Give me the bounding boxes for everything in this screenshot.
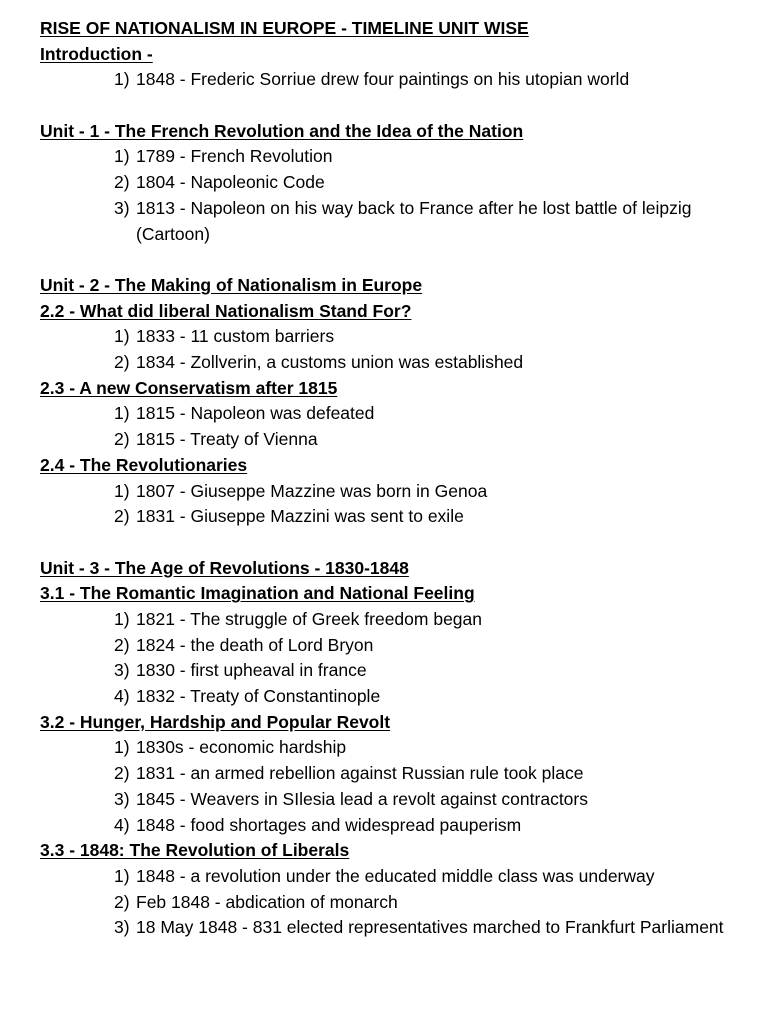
unit-1-heading: Unit - 1 - The French Revolution and the Idea of the Nation <box>40 120 524 141</box>
list-item <box>40 67 740 93</box>
list-item-text: 1821 - The struggle of Greek freedom began <box>136 608 483 629</box>
document-page <box>40 16 740 941</box>
list-item-number: 4) <box>114 814 130 835</box>
list-item-text: 1848 - food shortages and widespread pauperism <box>136 814 522 835</box>
list-item-text: 1807 - Giuseppe Mazzine was born in Genoa <box>136 480 488 501</box>
list-item <box>40 324 740 350</box>
list-item-text: 1815 - Treaty of Vienna <box>136 429 318 450</box>
list-item <box>40 813 740 839</box>
list-item <box>40 735 740 761</box>
spacer <box>40 530 740 556</box>
list-item-number: 1) <box>114 146 130 167</box>
list-item-text: 1831 - Giuseppe Mazzini was sent to exile <box>136 506 464 527</box>
list-item-text: 1833 - 11 custom barriers <box>136 326 335 347</box>
list-item-number: 3) <box>114 197 130 218</box>
section-3-2-heading: 3.2 - Hunger, Hardship and Popular Revolt <box>40 711 391 732</box>
document-title: RISE OF NATIONALISM IN EUROPE - TIMELINE UNIT WISE <box>40 18 529 38</box>
section-2-3-heading: 2.3 - A new Conservatism after 1815 <box>40 377 338 398</box>
list-item-number: 3) <box>114 917 130 938</box>
list-item-number: 1) <box>114 480 130 501</box>
unit-3-heading: Unit - 3 - The Age of Revolutions - 1830-1848 <box>40 557 409 578</box>
list-item <box>40 607 740 633</box>
list-item-number: 3) <box>114 660 130 681</box>
list-item-text: 1830 - first upheaval in france <box>136 660 367 681</box>
section-3-3-heading: 3.3 - 1848: The Revolution of Liberals <box>40 840 350 861</box>
list-item-text: 1834 - Zollverin, a customs union was established <box>136 352 524 373</box>
list-item-number: 1) <box>114 608 130 629</box>
list-item <box>40 890 740 916</box>
list-item-number: 1) <box>114 69 130 90</box>
list-item-text: 1813 - Napoleon on his way back to France after he lost battle of leipzig (Cartoon) <box>136 197 692 244</box>
list-item <box>40 144 740 170</box>
list-item <box>40 401 740 427</box>
list-item <box>40 427 740 453</box>
list-item-text: Feb 1848 - abdication of monarch <box>136 891 398 912</box>
list-item-number: 1) <box>114 403 130 424</box>
section-2-4-heading: 2.4 - The Revolutionaries <box>40 454 248 475</box>
list-item <box>40 170 740 196</box>
list-item-text: 1804 - Napoleonic Code <box>136 172 325 193</box>
list-item <box>40 761 740 787</box>
list-item <box>40 196 716 247</box>
list-item-number: 1) <box>114 737 130 758</box>
list-item <box>40 633 740 659</box>
spacer <box>40 93 740 119</box>
list-item-text: 1848 - a revolution under the educated middle class was underway <box>136 865 655 886</box>
list-item-text: 1830s - economic hardship <box>136 737 347 758</box>
list-item-number: 3) <box>114 788 130 809</box>
list-item-number: 2) <box>114 506 130 527</box>
section-3-1-heading: 3.1 - The Romantic Imagination and National Feeling <box>40 583 475 604</box>
list-item-text: 1815 - Napoleon was defeated <box>136 403 375 424</box>
list-item <box>40 504 740 530</box>
list-item-text: 1831 - an armed rebellion against Russian rule took place <box>136 763 584 784</box>
section-2-2-heading: 2.2 - What did liberal Nationalism Stand For? <box>40 300 412 321</box>
list-item-text: 18 May 1848 - 831 elected representatives marched to Frankfurt Parliament <box>136 917 724 938</box>
list-item <box>40 787 740 813</box>
unit-2-heading: Unit - 2 - The Making of Nationalism in Europe <box>40 274 423 295</box>
list-item-number: 2) <box>114 891 130 912</box>
list-item <box>40 479 740 505</box>
list-item <box>40 915 736 941</box>
list-item-number: 1) <box>114 326 130 347</box>
list-item-number: 4) <box>114 686 130 707</box>
list-item-text: 1845 - Weavers in SIlesia lead a revolt against contractors <box>136 788 588 809</box>
list-item-text: 1848 - Frederic Sorriue drew four paintings on his utopian world <box>136 69 630 90</box>
list-item-number: 2) <box>114 634 130 655</box>
list-item-text: 1824 - the death of Lord Bryon <box>136 634 374 655</box>
list-item-number: 2) <box>114 763 130 784</box>
list-item-text: 1789 - French Revolution <box>136 146 333 167</box>
list-item <box>40 350 740 376</box>
list-item <box>40 658 740 684</box>
list-item <box>40 864 656 890</box>
list-item-text: 1832 - Treaty of Constantinople <box>136 686 381 707</box>
list-item-number: 2) <box>114 172 130 193</box>
list-item-number: 2) <box>114 352 130 373</box>
spacer <box>40 247 740 273</box>
list-item-number: 2) <box>114 429 130 450</box>
list-item-number: 1) <box>114 865 130 886</box>
intro-heading: Introduction - <box>40 43 153 64</box>
list-item <box>40 684 740 710</box>
